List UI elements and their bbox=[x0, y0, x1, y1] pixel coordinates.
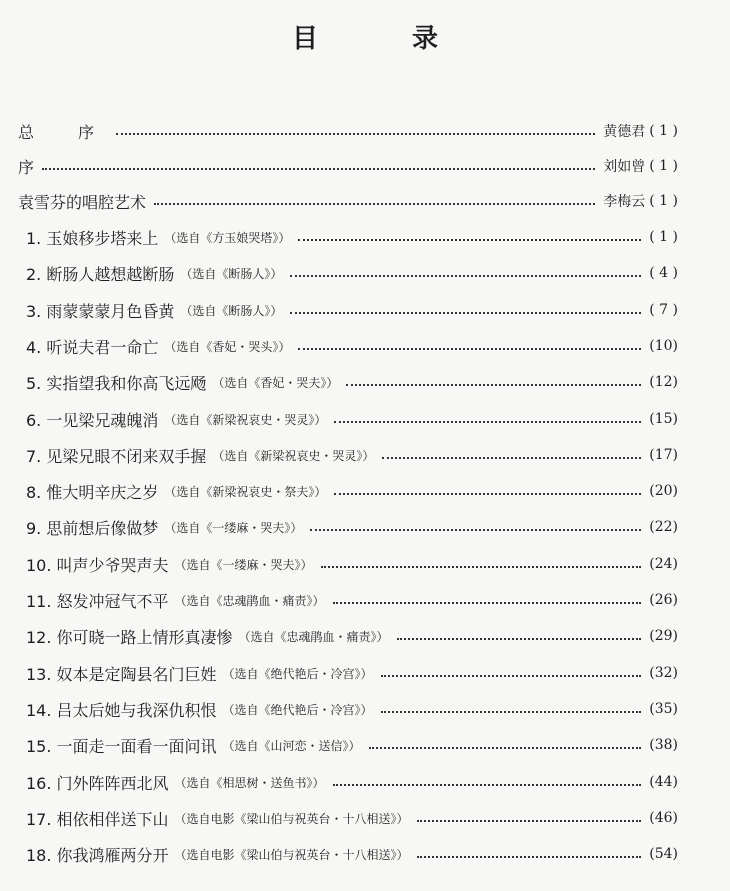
toc-song-entry bbox=[26, 623, 678, 649]
leader-dots bbox=[321, 566, 642, 568]
entry-title: 5. 实指望我和你高飞远飏 bbox=[26, 373, 207, 393]
entry-title: 17. 相依相伴送下山 bbox=[26, 809, 169, 829]
leader-dots bbox=[298, 239, 641, 241]
entry-page: (54) bbox=[649, 846, 678, 862]
toc-song-entry bbox=[26, 406, 678, 432]
entry-author: 黄德君 bbox=[603, 124, 646, 140]
entry-page: (12) bbox=[649, 374, 678, 390]
entry-page: ( 1 ) bbox=[649, 229, 678, 245]
toc-front-entry bbox=[18, 118, 678, 144]
entry-title: 7. 见梁兄眼不闭来双手握 bbox=[26, 446, 207, 466]
entry-page: ( 1 ) bbox=[649, 193, 678, 209]
leader-dots bbox=[397, 638, 642, 640]
entry-title: 1. 玉娘移步塔来上 bbox=[26, 228, 159, 248]
entry-title: 序 bbox=[18, 157, 35, 177]
entry-title: 10. 叫声少爷哭声夫 bbox=[26, 555, 169, 575]
entry-source: （选自《方玉娘哭塔》） bbox=[164, 230, 291, 245]
entry-title: 8. 惟大明辛庆之岁 bbox=[26, 482, 159, 502]
entry-title: 13. 奴本是定陶县名门巨姓 bbox=[26, 664, 217, 684]
entry-page: (44) bbox=[649, 774, 678, 790]
leader-dots bbox=[381, 711, 642, 713]
entry-title: 总 序 bbox=[18, 122, 109, 142]
toc-song-entry bbox=[26, 478, 678, 504]
entry-title: 14. 吕太后她与我深仇积恨 bbox=[26, 700, 217, 720]
toc-song-entry bbox=[26, 551, 678, 577]
entry-page: (15) bbox=[649, 411, 678, 427]
entry-source: （选自《香妃・哭夫》） bbox=[212, 375, 339, 390]
entry-page: ( 7 ) bbox=[649, 302, 678, 318]
entry-page: (10) bbox=[649, 338, 678, 354]
leader-dots bbox=[381, 675, 642, 677]
entry-source: （选自《香妃・哭头》） bbox=[164, 339, 291, 354]
leader-dots bbox=[334, 493, 641, 495]
leader-dots bbox=[116, 133, 595, 135]
toc-front-entry bbox=[18, 153, 678, 179]
toc-song-entry bbox=[26, 224, 678, 250]
toc-song-entry bbox=[26, 514, 678, 540]
entry-page: (24) bbox=[649, 556, 678, 572]
entry-author: 刘如曾 bbox=[603, 159, 646, 175]
leader-dots bbox=[333, 602, 642, 604]
entry-page: ( 1 ) bbox=[649, 123, 678, 139]
toc-song-entry bbox=[26, 696, 678, 722]
entry-title: 6. 一见梁兄魂魄消 bbox=[26, 410, 159, 430]
entry-page: ( 1 ) bbox=[649, 158, 678, 174]
leader-dots bbox=[298, 348, 641, 350]
toc-song-entry bbox=[26, 769, 678, 795]
entry-source: （选自《新梁祝哀史・祭夫》） bbox=[164, 484, 327, 499]
entry-source: （选自《一缕麻・哭夫》） bbox=[174, 557, 313, 572]
entry-source: （选自《新梁祝哀史・哭灵》） bbox=[164, 412, 327, 427]
entry-source: （选自《新梁祝哀史・哭灵》） bbox=[212, 448, 375, 463]
entry-title: 11. 怒发冲冠气不平 bbox=[26, 591, 169, 611]
entry-title: 9. 思前想后像做梦 bbox=[26, 518, 159, 538]
entry-source: （选自电影《梁山伯与祝英台・十八相送》） bbox=[174, 811, 409, 826]
entry-source: （选自《断肠人》） bbox=[180, 266, 283, 281]
leader-dots bbox=[42, 168, 595, 170]
leader-dots bbox=[334, 421, 641, 423]
entry-page: (22) bbox=[649, 519, 678, 535]
entry-title: 3. 雨蒙蒙蒙月色昏黄 bbox=[26, 301, 175, 321]
toc-front-entry bbox=[18, 188, 678, 214]
leader-dots bbox=[333, 784, 642, 786]
entry-source: （选自《山河恋・送信》） bbox=[222, 738, 361, 753]
entry-title: 袁雪芬的唱腔艺术 bbox=[18, 192, 147, 212]
leader-dots bbox=[369, 747, 642, 749]
leader-dots bbox=[154, 203, 595, 205]
toc-song-entry bbox=[26, 369, 678, 395]
entry-title: 15. 一面走一面看一面问讯 bbox=[26, 736, 217, 756]
entry-page: (26) bbox=[649, 592, 678, 608]
toc-song-entry bbox=[26, 805, 678, 831]
entry-page: (35) bbox=[649, 701, 678, 717]
leader-dots bbox=[417, 820, 642, 822]
entry-title: 18. 你我鸿雁两分开 bbox=[26, 845, 169, 865]
entry-page: (38) bbox=[649, 737, 678, 753]
entry-source: （选自电影《梁山伯与祝英台・十八相送》） bbox=[174, 847, 409, 862]
entry-author: 李梅云 bbox=[603, 194, 646, 210]
leader-dots bbox=[382, 457, 641, 459]
entry-page: (17) bbox=[649, 447, 678, 463]
entry-page: (46) bbox=[649, 810, 678, 826]
page-title: 目 录 bbox=[291, 24, 472, 54]
entry-source: （选自《绝代艳后・冷宫》） bbox=[222, 666, 373, 681]
entry-source: （选自《忠魂鹃血・痛责》） bbox=[174, 593, 325, 608]
leader-dots bbox=[290, 312, 641, 314]
toc-song-entry bbox=[26, 587, 678, 613]
entry-page: ( 4 ) bbox=[649, 265, 678, 281]
entry-page: (32) bbox=[649, 665, 678, 681]
leader-dots bbox=[417, 856, 642, 858]
entry-page: (20) bbox=[649, 483, 678, 499]
leader-dots bbox=[310, 529, 641, 531]
entry-source: （选自《忠魂鹃血・痛责》） bbox=[238, 629, 389, 644]
toc-song-entry bbox=[26, 297, 678, 323]
entry-page: (29) bbox=[649, 628, 678, 644]
entry-title: 4. 听说夫君一命亡 bbox=[26, 337, 159, 357]
entry-source: （选自《一缕麻・哭夫》） bbox=[164, 520, 303, 535]
toc-song-entry bbox=[26, 442, 678, 468]
toc-song-entry bbox=[26, 333, 678, 359]
entry-source: （选自《断肠人》） bbox=[180, 303, 283, 318]
toc-song-entry bbox=[26, 841, 678, 867]
toc-song-entry bbox=[26, 732, 678, 758]
entry-source: （选自《绝代艳后・冷宫》） bbox=[222, 702, 373, 717]
entry-title: 12. 你可晓一路上情形真凄惨 bbox=[26, 627, 233, 647]
toc-song-entry bbox=[26, 660, 678, 686]
leader-dots bbox=[290, 275, 641, 277]
entry-title: 16. 门外阵阵西北风 bbox=[26, 773, 169, 793]
entry-source: （选自《相思树・送鱼书》） bbox=[174, 775, 325, 790]
leader-dots bbox=[346, 384, 641, 386]
entry-title: 2. 断肠人越想越断肠 bbox=[26, 264, 175, 284]
toc-song-entry bbox=[26, 260, 678, 286]
